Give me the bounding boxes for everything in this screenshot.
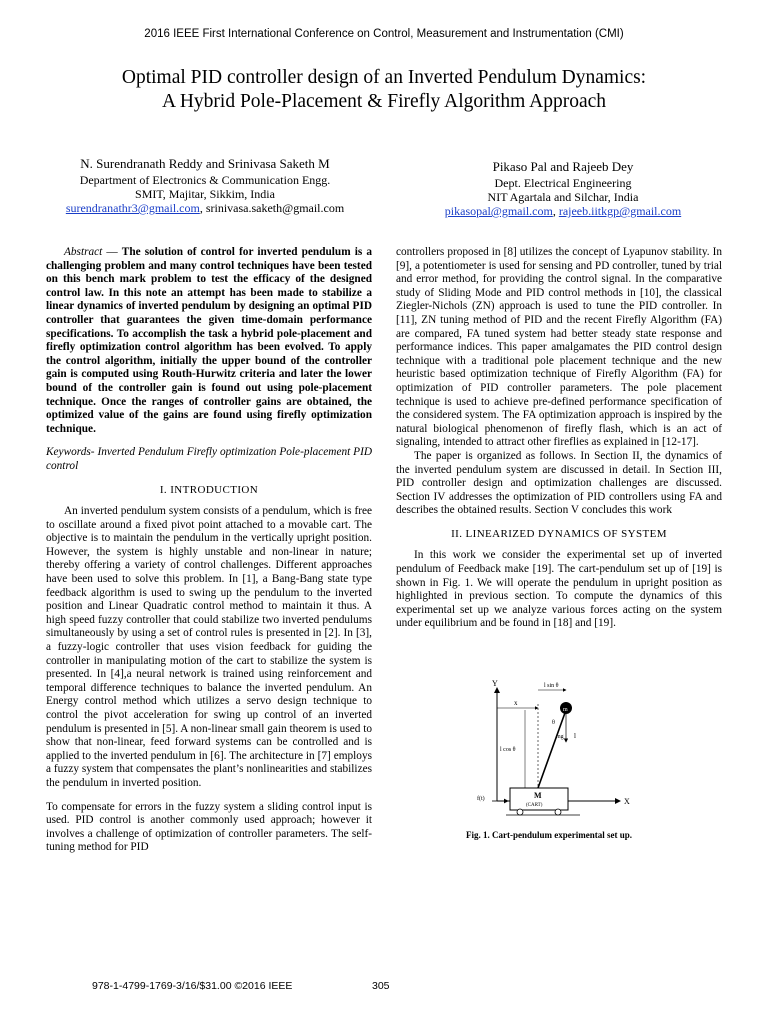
lsin-label: l sin θ <box>544 683 559 689</box>
right-paragraph-3: In this work we consider the experimental set up of inverted pendulum of Feedback make [19]. The cart-pendulum set up of [19] is shown in Fig. 1. We will operate the pendulum in upright position as highlighted in previous section. To compute the dynamics of this experimental set up we analyze various forces acting on the system under equilibrium and be found in [18] and [19]. <box>396 549 722 630</box>
author-block-2 <box>400 160 726 218</box>
footer-page-number: 305 <box>372 980 390 992</box>
mass-label: m <box>563 707 568 713</box>
email-separator: , <box>199 201 206 215</box>
cart-wheel-left <box>517 809 523 815</box>
keywords <box>46 446 372 473</box>
email-link[interactable]: rajeeb.iitkgp@gmail.com <box>558 204 682 218</box>
abstract-dash: — <box>102 246 122 258</box>
y-axis-label: Y <box>492 679 498 688</box>
x-axis-label: X <box>624 797 630 806</box>
force-label: f(t) <box>477 796 485 802</box>
abstract-text: The solution of control for inverted pendulum is a challenging problem and many control techniques have been tested on this bench mark problem to test the efficacy of the designed control law. In this note an attempt has been made to stabilize a linear dynamics of inverted pendulum by designing an optimal PID controller that guarantees the given time-domain performance specifications. To accomplish the task a hybrid pole-placement and firefly optimization control algorithm has been evolved. To apply the control algorithm, initially the upper bound of the controller gain is computed using Routh-Hurwitz criteria and later the lower bound of the controller gain is found out using pole-placement technique. Once the ranges of controller gains are obtained, the optimized value of the gains are found using firefly optimization technique. <box>46 246 372 435</box>
cart-label: (CART) <box>526 803 543 808</box>
x-dimension-label: x <box>514 699 518 707</box>
gravity-label: mg <box>556 734 564 740</box>
right-paragraph-2: The paper is organized as follows. In Section II, the dynamics of the inverted pendulum system are discussed in detail. In Section III, PID controller design and optimization challenges are discussed. Section IV addresses the optimization of PID controllers using FA and describes the obtained results. Section V concludes this work <box>396 449 722 517</box>
figure-caption: Fig. 1. Cart-pendulum experimental set up. <box>466 830 632 840</box>
section-heading-dynamics: II. LINEARIZED DYNAMICS OF SYSTEM <box>451 527 667 540</box>
conference-header: 2016 IEEE First International Conference on Control, Measurement and Instrumentation (CMI) <box>144 28 624 40</box>
paper-title-line-2: A Hybrid Pole-Placement & Firefly Algorithm Approach <box>161 91 607 112</box>
abstract-label: Abstract <box>64 246 103 258</box>
email-separator: , <box>552 204 559 218</box>
intro-paragraph-2: To compensate for errors in the fuzzy system a sliding control input is used. PID control is another commonly used approach; however it involves a challenge of optimization of controller parameters. The self-tuning method for PID <box>46 800 372 854</box>
author-department: Dept. Electrical Engineering <box>494 176 632 190</box>
right-column <box>396 246 722 631</box>
cart-wheel-right <box>555 809 561 815</box>
author-department: Department of Electronics & Communication Engg. <box>79 173 331 187</box>
left-column <box>46 246 372 855</box>
figure-cart-pendulum <box>470 676 670 826</box>
author-block-1 <box>40 157 370 215</box>
author-names: Pikaso Pal and Rajeeb Dey <box>492 159 634 174</box>
length-label: l <box>574 732 576 740</box>
author-emails <box>40 201 370 215</box>
author-names: N. Surendranath Reddy and Srinivasa Saketh M <box>80 156 330 171</box>
author-affiliation: SMIT, Majitar, Sikkim, India <box>135 187 275 201</box>
paper-title <box>40 66 728 114</box>
keywords-text: Keywords- Inverted Pendulum Firefly optimization Pole-placement PID control <box>46 446 372 472</box>
cart-pendulum-diagram <box>470 676 670 826</box>
section-heading-introduction: I. INTRODUCTION <box>159 483 259 496</box>
right-paragraph-1: controllers proposed in [8] utilizes the concept of Lyapunov stability. In [9], a potentiometer is used for sensing and PD controller, tuned by trial and error method, for providing the control signal. In the comparative study of Sliding Mode and PID control methods in [10], the classical Ziegler-Nichols (ZN) approach is used to tune the PID controller. In [11], ZN tuning method of PID and the recent Firefly Algorithm (FA) are compared, FA tuned system had better steady state response and performance indices. This paper amalgamates the PID control design technique with a traditional pole placement technique and the new heuristic based optimization technique of Firefly Algorithm (FA) for optimization of PID controller parameters. The pole placement technique is used to achieve pre-defined performance specification of the considered system. The FA optimization approach is inspired by the natural biological phenomenon of firefly flash, which is an act of signaling, intended to attract other fireflies as explained in [12-17]. <box>396 246 722 449</box>
author-emails <box>400 204 726 218</box>
email-link[interactable]: surendranathr3@gmail.com <box>65 201 200 215</box>
paper-title-line-1: Optimal PID controller design of an Inverted Pendulum Dynamics: <box>121 67 647 88</box>
lcos-label: l cos θ <box>500 747 516 753</box>
email-text: srinivasa.saketh@gmail.com <box>205 201 345 215</box>
footer-isbn: 978-1-4799-1769-3/16/$31.00 ©2016 IEEE <box>92 980 293 992</box>
theta-label: θ <box>552 720 555 726</box>
author-affiliation: NIT Agartala and Silchar, India <box>487 190 639 204</box>
abstract <box>46 246 372 436</box>
intro-paragraph-1: An inverted pendulum system consists of a pendulum, which is free to oscillate around a fixed pivot point attached to a movable cart. The objective is to maintain the pendulum in the vertically upright position. However, the system is highly unstable and non-linear in nature; thereby offering a variety of control challenges. Different approaches have been used to solve this problem. In [1], a Bang-Bang state type feedback algorithm is used to swing up the pendulum to the inverted position and Linear Quadratic control method to maintain it thus. A high speed fuzzy controller that could stabilize two inverted pendulums simultaneously by using a set of control rules is presented in [2]. In [3], a fuzzy-logic controller that uses vision feedback for guiding the controller in manipulating motion of the cart to stabilize the system is presented. In [4],a neural network is trained using reinforcement and temporal difference techniques to balance the inverted pendulum. An Energy control method which utilizes a servo design technique to control the pivot acceleration for swing up control of an inverted pendulum is presented in [5]. A non-linear small gain theorem is used to show that non-linear, feed forward systems can be controlled and is applied to the inverted pendulum in [6]. The architecture in [7] employs a fuzzy system that compensates the plant’s nonlinearities and stabilizes the pendulum in inverted position. <box>46 505 372 789</box>
cart-mass-label: M <box>534 791 542 800</box>
email-link[interactable]: pikasopal@gmail.com <box>444 204 553 218</box>
